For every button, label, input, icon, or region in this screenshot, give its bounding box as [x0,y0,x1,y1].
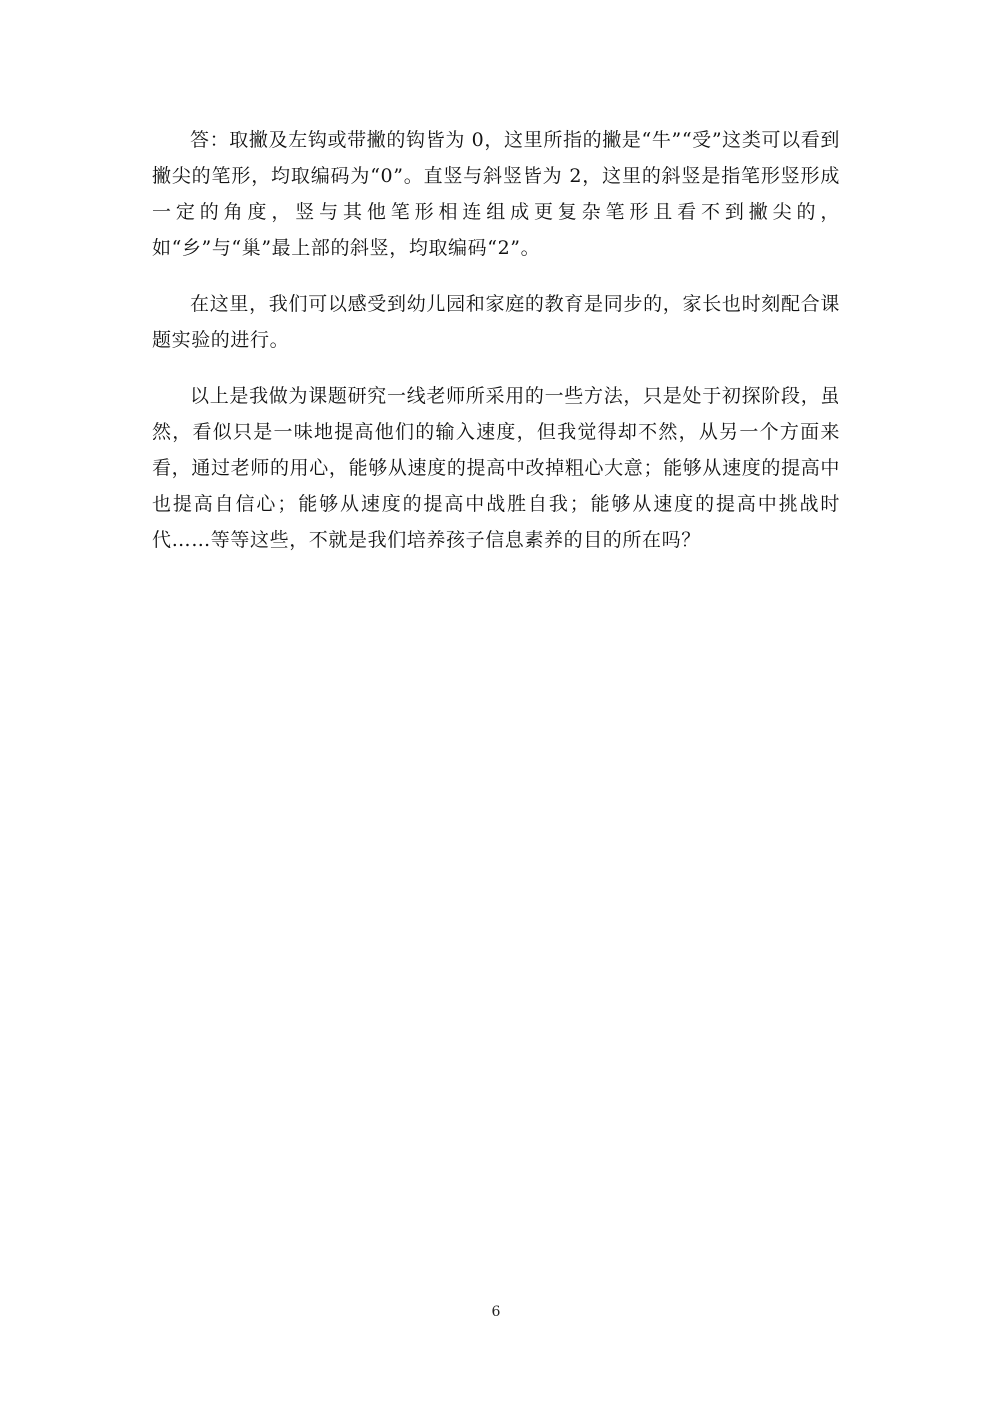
document-body [152,122,840,558]
paragraph-answer: 答：取撇及左钩或带撇的钩皆为 0，这里所指的撇是“牛”“受”这类可以看到撇尖的笔形，均取编码为“0”。直竖与斜竖皆为 2，这里的斜竖是指笔形竖形成一定的角度，竖与其他笔形相连组成更复杂笔形且看不到撇尖的，如“乡”与“巢”最上部的斜竖，均取编码“2”。 [152,129,840,259]
page-number: 6 [491,1304,501,1320]
paragraph-home-school: 在这里，我们可以感受到幼儿园和家庭的教育是同步的，家长也时刻配合课题实验的进行。 [152,293,840,351]
paragraph-summary: 以上是我做为课题研究一线老师所采用的一些方法，只是处于初探阶段，虽然，看似只是一味地提高他们的输入速度，但我觉得却不然，从另一个方面来看，通过老师的用心，能够从速度的提高中改掉粗心大意；能够从速度的提高中也提高自信心；能够从速度的提高中战胜自我；能够从速度的提高中挑战时代……等等这些，不就是我们培养孩子信息素养的目的所在吗？ [152,385,840,551]
